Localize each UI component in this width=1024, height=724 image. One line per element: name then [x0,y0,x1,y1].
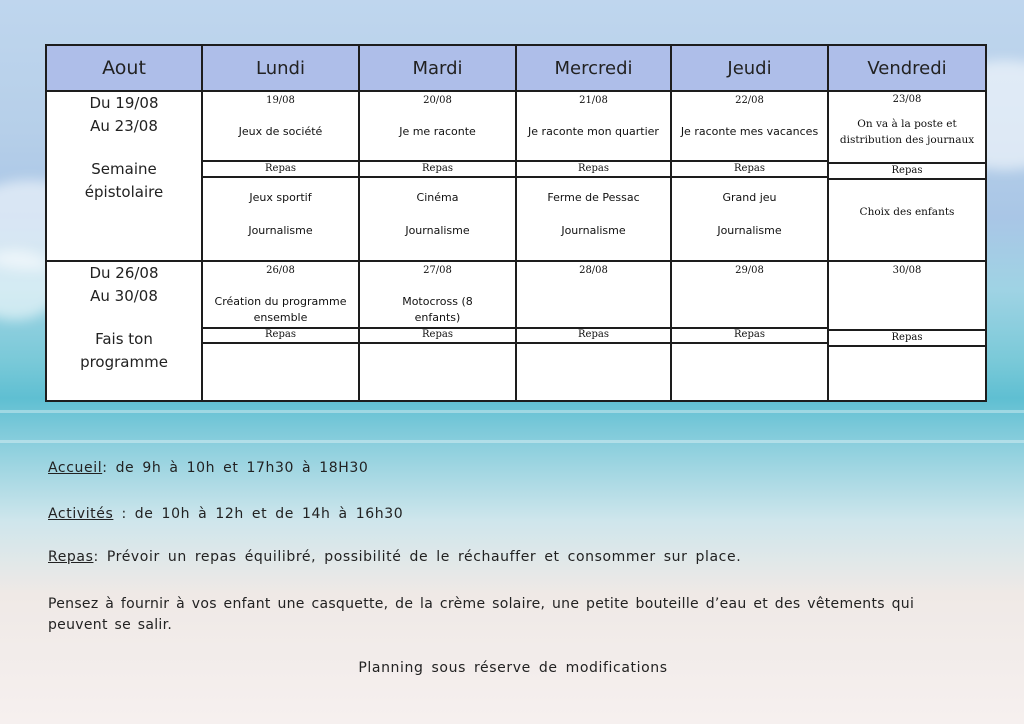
meal-label: Repas [734,163,765,174]
repas-info [48,549,978,565]
meal-label: Repas [265,163,296,174]
week-label [46,91,202,261]
divider [515,160,672,162]
accueil-label: Accueil [48,460,103,476]
divider [827,162,987,164]
wave-decoration [0,440,1024,443]
divider [827,345,987,347]
afternoon-activity: Jeux sportif [249,191,312,204]
divider [670,176,829,178]
morning-activity: Je raconte mon quartier [528,125,659,138]
day-date: 30/08 [892,265,922,276]
accueil-hours: : de 9h à 10h et 17h30 à 18H30 [102,460,369,476]
day-cell [671,91,828,261]
day-date: 28/08 [579,265,608,276]
day-date: 27/08 [423,265,452,276]
divider [201,160,360,162]
day-header-mercredi: Mercredi [516,45,671,91]
week-row [46,91,986,261]
week-end: Au 30/08 [90,287,158,305]
day-date: 22/08 [735,95,764,106]
morning-activity: Jeux de société [238,125,323,138]
afternoon-activity: Journalisme [561,224,626,237]
meal-label: Repas [422,329,453,340]
meal-label: Repas [891,332,923,343]
footer-note: Planning sous réserve de modifications [358,660,668,676]
day-cell [516,91,671,261]
divider [201,176,360,178]
divider [827,329,987,331]
repas-label: Repas [48,549,94,565]
day-date: 23/08 [892,94,922,105]
day-cell [516,261,671,401]
day-header-mardi: Mardi [359,45,516,91]
day-date: 19/08 [266,95,295,106]
divider [358,176,517,178]
day-date: 26/08 [266,265,295,276]
wave-decoration [0,410,1024,413]
day-cell [202,261,359,401]
day-cell [828,91,986,261]
meal-label: Repas [265,329,296,340]
header-row [46,45,986,91]
afternoon-activity: Cinéma [416,191,459,204]
morning-activity: Je raconte mes vacances [680,125,819,138]
week-end: Au 23/08 [90,117,158,135]
month-header: Aout [46,45,202,91]
week-start: Du 26/08 [89,264,159,282]
week-row [46,261,986,401]
meal-label: Repas [891,165,923,176]
morning-activity: Motocross (8 enfants) [402,295,473,324]
activites-hours: : de 10h à 12h et de 14h à 16h30 [113,506,404,522]
divider [515,342,672,344]
afternoon-activity: Journalisme [248,224,313,237]
meal-label: Repas [734,329,765,340]
day-header-jeudi: Jeudi [671,45,828,91]
week-theme: Semaine [91,160,157,178]
morning-activity: On va à la poste et distribution des journaux [839,118,975,146]
week-theme: programme [80,353,168,371]
meal-label: Repas [578,329,609,340]
week-theme: Fais ton [95,330,153,348]
morning-activity: Création du programme ensemble [214,295,347,324]
day-date: 29/08 [735,265,764,276]
afternoon-activity: Grand jeu [722,191,777,204]
divider [670,160,829,162]
activites-label: Activités [48,506,114,522]
accueil-info [48,460,978,476]
afternoon-activity: Ferme de Pessac [547,191,640,204]
day-cell [671,261,828,401]
day-date: 20/08 [423,95,452,106]
meal-label: Repas [422,163,453,174]
divider [670,342,829,344]
divider [358,342,517,344]
week-theme: épistolaire [84,183,164,201]
day-cell [202,91,359,261]
day-cell [359,91,516,261]
day-cell [828,261,986,401]
repas-text: : Prévoir un repas équilibré, possibilité de le réchauffer et consommer sur place. [93,549,742,565]
week-label [46,261,202,401]
divider [515,176,672,178]
meal-label: Repas [578,163,609,174]
divider [201,342,360,344]
divider [827,178,987,180]
morning-activity: Je me raconte [399,125,476,138]
activites-info [48,506,978,522]
day-header-lundi: Lundi [202,45,359,91]
afternoon-activity: Choix des enfants [859,206,955,218]
day-cell [359,261,516,401]
pensez-info: Pensez à fournir à vos enfant une casquette, de la crème solaire, une petite bouteille d’eau et des vêtements qui peuvent se salir. [48,596,915,633]
afternoon-activity: Journalisme [405,224,470,237]
day-date: 21/08 [579,95,608,106]
divider [358,160,517,162]
day-header-vendredi: Vendredi [828,45,986,91]
afternoon-activity: Journalisme [717,224,782,237]
activity-schedule-table [45,44,987,402]
week-start: Du 19/08 [89,94,159,112]
